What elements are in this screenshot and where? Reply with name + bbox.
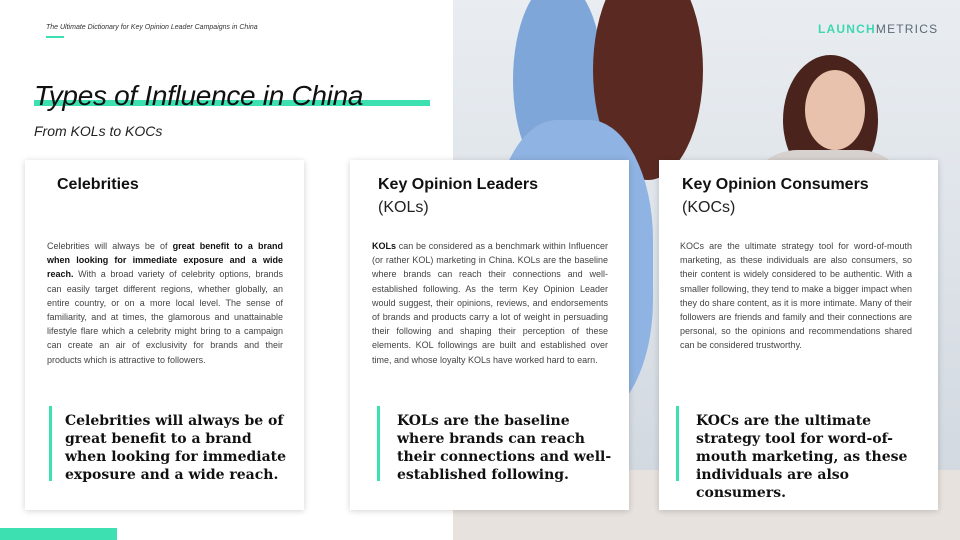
card-key-opinion-leaders (350, 160, 629, 510)
photo-person-face (805, 70, 865, 150)
card-quote: Celebrities will always be of great benefit to a brand when looking for immediate exposure and a wide reach. (65, 413, 287, 483)
page-title: Types of Influence in China (34, 80, 364, 111)
footer-accent-bar (0, 528, 117, 540)
page-subtitle: From KOLs to KOCs (34, 123, 163, 139)
card-heading: Key Opinion Consumers (682, 176, 869, 193)
card-subheading: (KOLs) (378, 199, 429, 216)
card-body: KOCs are the ultimate strategy tool for word-of-mouth marketing, as these individuals are also consumers, so their content is widely considered to be authentic. With a smaller following, they tend to make a bigger impact when they do share content, as it is more intimate. Many of their followers are friends and family and their connections are personal, so the opinions and recommendations shared can be considered trustworthy. (680, 241, 912, 351)
card-heading: Celebrities (57, 176, 139, 193)
launchmetrics-logo (818, 22, 938, 36)
document-subtitle: The Ultimate Dictionary for Key Opinion Leader Campaigns in China (46, 24, 258, 31)
card-subheading: (KOCs) (682, 199, 736, 216)
card-key-opinion-consumers (659, 160, 938, 510)
card-celebrities (25, 160, 304, 510)
card-body: KOLs can be considered as a benchmark within Influencer (or rather KOL) marketing in China. KOLs are the baseline where brands can reach their connections and well-established following. As the term Key Opinion Leader would suggest, their opinions, reviews, and endorsements of brands and products carry a lot of weight in persuading their following and shaping their perception of these elements. KOL followings are built and established over time, and whose loyalty KOLs have worked hard to earn. (372, 241, 608, 365)
quote-accent-bar (377, 406, 380, 481)
card-body: Celebrities will always be of great benefit to a brand when looking for immediate exposure and a wide reach. With a broad variety of celebrity options, brands can easily target different regions, whether globally, an entire country, or on a more local level. The sense of familiarity, and at times, the glamorous and unattainable lifestyle flare which a celebrity might bring to a campaign can create an air of exclusivity for brands and their products which is attractive to followers. (47, 241, 284, 365)
quote-accent-bar (676, 406, 679, 481)
header-accent-line (46, 36, 64, 38)
card-quote: KOLs are the baseline where brands can reach their connections and well-established following. (397, 413, 612, 483)
logo-part-launch: LAUNCH (818, 22, 876, 36)
card-quote: KOCs are the ultimate strategy tool for word-of-mouth marketing, as these individuals are also consumers. (696, 413, 908, 501)
card-heading: Key Opinion Leaders (378, 176, 539, 193)
logo-part-metrics: METRICS (875, 22, 939, 36)
quote-accent-bar (49, 406, 52, 481)
